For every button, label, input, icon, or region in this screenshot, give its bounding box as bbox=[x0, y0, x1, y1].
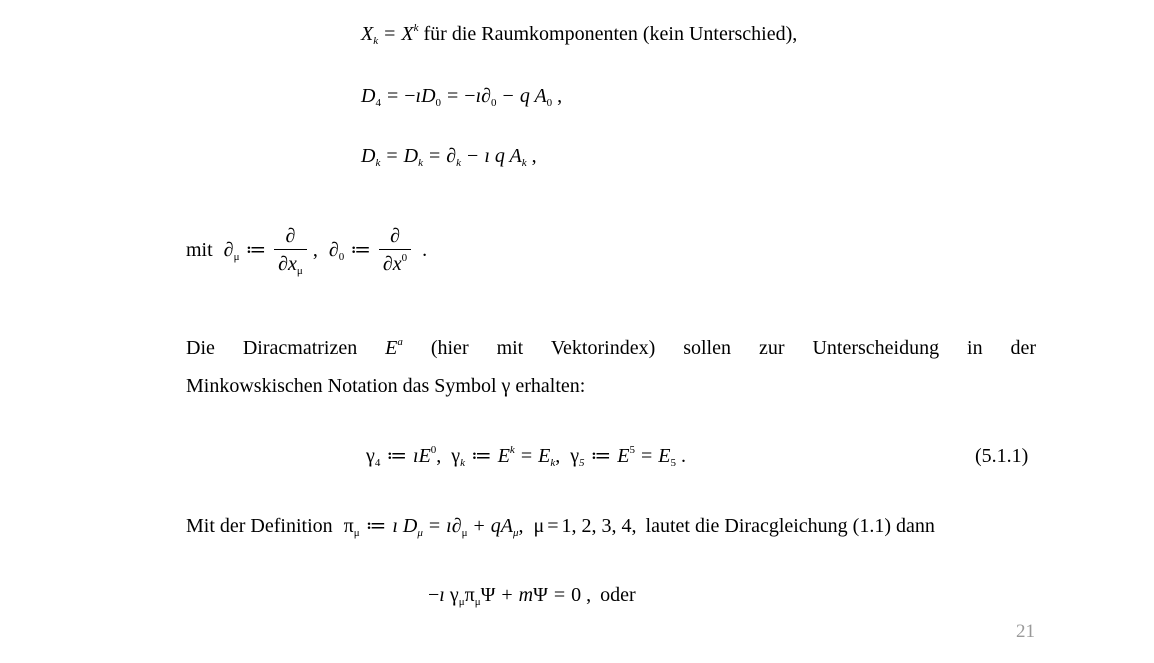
dirac-equation-trail: oder bbox=[600, 584, 636, 606]
para-word: (hier bbox=[430, 337, 469, 359]
symbol-e-a: $E^a$ bbox=[385, 336, 403, 359]
mu-values: 1, 2, 3, 4, bbox=[561, 515, 637, 537]
mit-lead: mit bbox=[186, 239, 213, 261]
equation-xk-text: für die Raumkomponenten (kein Unterschied), bbox=[423, 23, 798, 45]
para-text: erhalten: bbox=[515, 375, 586, 397]
para-word: Vektorindex) bbox=[550, 337, 656, 359]
para-text: Minkowskischen Notation das Symbol bbox=[186, 375, 497, 397]
mit-sep: , bbox=[312, 239, 318, 261]
para-word: in bbox=[967, 337, 983, 359]
para-word: zur bbox=[758, 337, 785, 359]
equation-d4-trail: , bbox=[557, 85, 563, 107]
equation-dk: $D_k = D_k = \partial_k$ − ı q $A_k$ , bbox=[361, 145, 537, 169]
fraction-d-dxmu: $\frac{\partial}{\partial x_\mu}$ bbox=[274, 226, 307, 274]
fraction-d-dx0: $\frac{\partial}{\partial x^0}$ bbox=[379, 226, 411, 274]
dirac-paragraph-line1 bbox=[186, 338, 1036, 358]
para-word: Unterscheidung bbox=[812, 337, 940, 359]
symbol-gamma: γ bbox=[501, 375, 511, 397]
dirac-paragraph-line2 bbox=[186, 376, 585, 396]
page-number: 21 bbox=[1016, 621, 1035, 642]
definition-line: Mit der Definition $\pi_\mu$ ≔ ı $D_\mu$ = $ı\partial_\mu + qA_\mu$, μ = 1, 2, 3, 4, lautet die Diracgleichung (1.1) dann bbox=[186, 515, 935, 539]
para-word: Diracmatrizen bbox=[242, 337, 358, 359]
definition-trail: lautet die Diracgleichung (1.1) dann bbox=[645, 515, 935, 537]
para-word: mit bbox=[496, 337, 524, 359]
equation-gamma-definitions: $\gamma_4$ ≔ $ıE^0$, $\gamma_k$ ≔ $E^k = E_k$, $\gamma_5$ ≔ $E^5 = E_5$ . bbox=[366, 444, 686, 469]
para-word: der bbox=[1010, 337, 1037, 359]
equation-number: (5.1.1) bbox=[975, 445, 1029, 467]
para-word: Die bbox=[186, 337, 215, 359]
mit-derivative-line: mit $\partial_\mu$ ≔ $\frac{\partial}{\partial x_\mu}$ , $\partial_0$ ≔ $\frac{\partial}{\partial x^0}$ . bbox=[186, 225, 428, 277]
dirac-equation: −ı $\gamma_\mu\pi_\mu\Psi + m\Psi = 0$ , oder bbox=[428, 584, 636, 608]
equation-d4: $D_4$ = $-ıD_0$ = $-ı\partial_0 - q$ $A_0$ , bbox=[361, 85, 563, 109]
equation-dk-trail: , bbox=[531, 145, 537, 167]
equation-xk: $X_k = X^k$ für die Raumkomponenten (kein Unterschied), bbox=[361, 22, 798, 47]
mit-trail: . bbox=[422, 239, 428, 261]
definition-lead: Mit der Definition bbox=[186, 515, 333, 537]
para-word: sollen bbox=[683, 337, 731, 359]
